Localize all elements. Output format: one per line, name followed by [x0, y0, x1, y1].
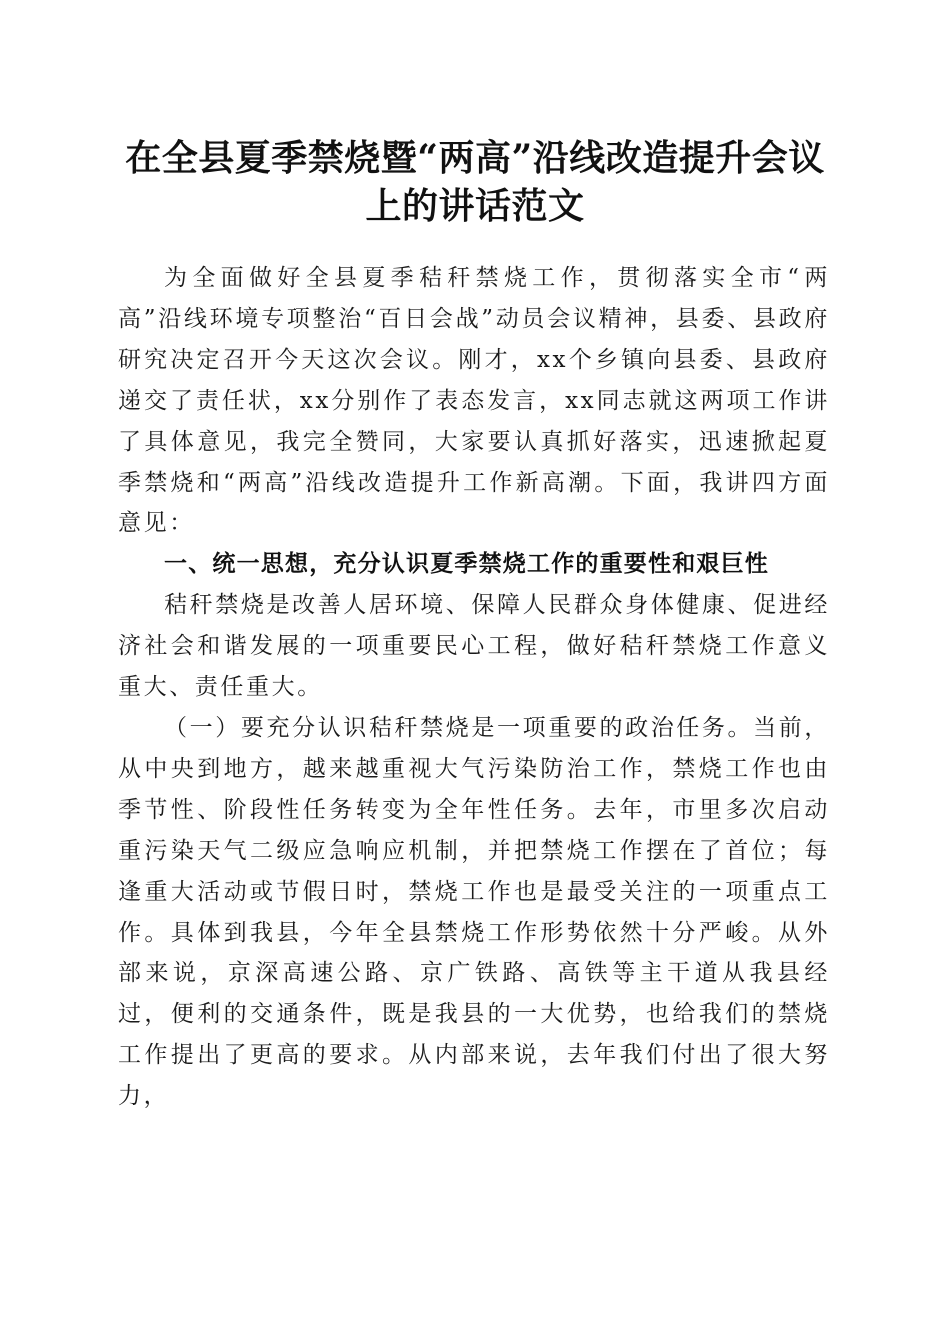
document-title — [100, 134, 850, 230]
title-line-1: 在全县夏季禁烧暨“两高”沿线改造提升会议 — [125, 137, 825, 179]
section-1-paragraph-1: 秸秆禁烧是改善人居环境、保障人民群众身体健康、促进经济社会和谐发展的一项重要民心工程，做好秸秆禁烧工作意义重大、责任重大。 — [118, 592, 830, 701]
intro-paragraph: 为全面做好全县夏季秸秆禁烧工作，贯彻落实全市“两高”沿线环境专项整治“百日会战”动员会议精神，县委、县政府研究决定召开今天这次会议。刚才，xx个乡镇向县委、县政府递交了责任状，xx分别作了表态发言，xx同志就这两项工作讲了具体意见，我完全赞同，大家要认真抓好落实，迅速掀起夏季禁烧和“两高”沿线改造提升工作新高潮。下面，我讲四方面意见： — [118, 265, 830, 537]
document-body — [118, 258, 830, 1117]
title-line-2: 上的讲话范文 — [365, 185, 585, 227]
section-1-paragraph-2: （一）要充分认识秸秆禁烧是一项重要的政治任务。当前，从中央到地方，越来越重视大气污染防治工作，禁烧工作也由季节性、阶段性任务转变为全年性任务。去年，市里多次启动重污染天气二级应急响应机制，并把禁烧工作摆在了首位；每逢重大活动或节假日时，禁烧工作也是最受关注的一项重点工作。具体到我县，今年全县禁烧工作形势依然十分严峻。从外部来说，京深高速公路、京广铁路、高铁等主干道从我县经过，便利的交通条件，既是我县的一大优势，也给我们的禁烧工作提出了更高的要求。从内部来说，去年我们付出了很大努力， — [118, 714, 830, 1110]
section-heading-1: 一、统一思想，充分认识夏季禁烧工作的重要性和艰巨性 — [164, 551, 769, 578]
